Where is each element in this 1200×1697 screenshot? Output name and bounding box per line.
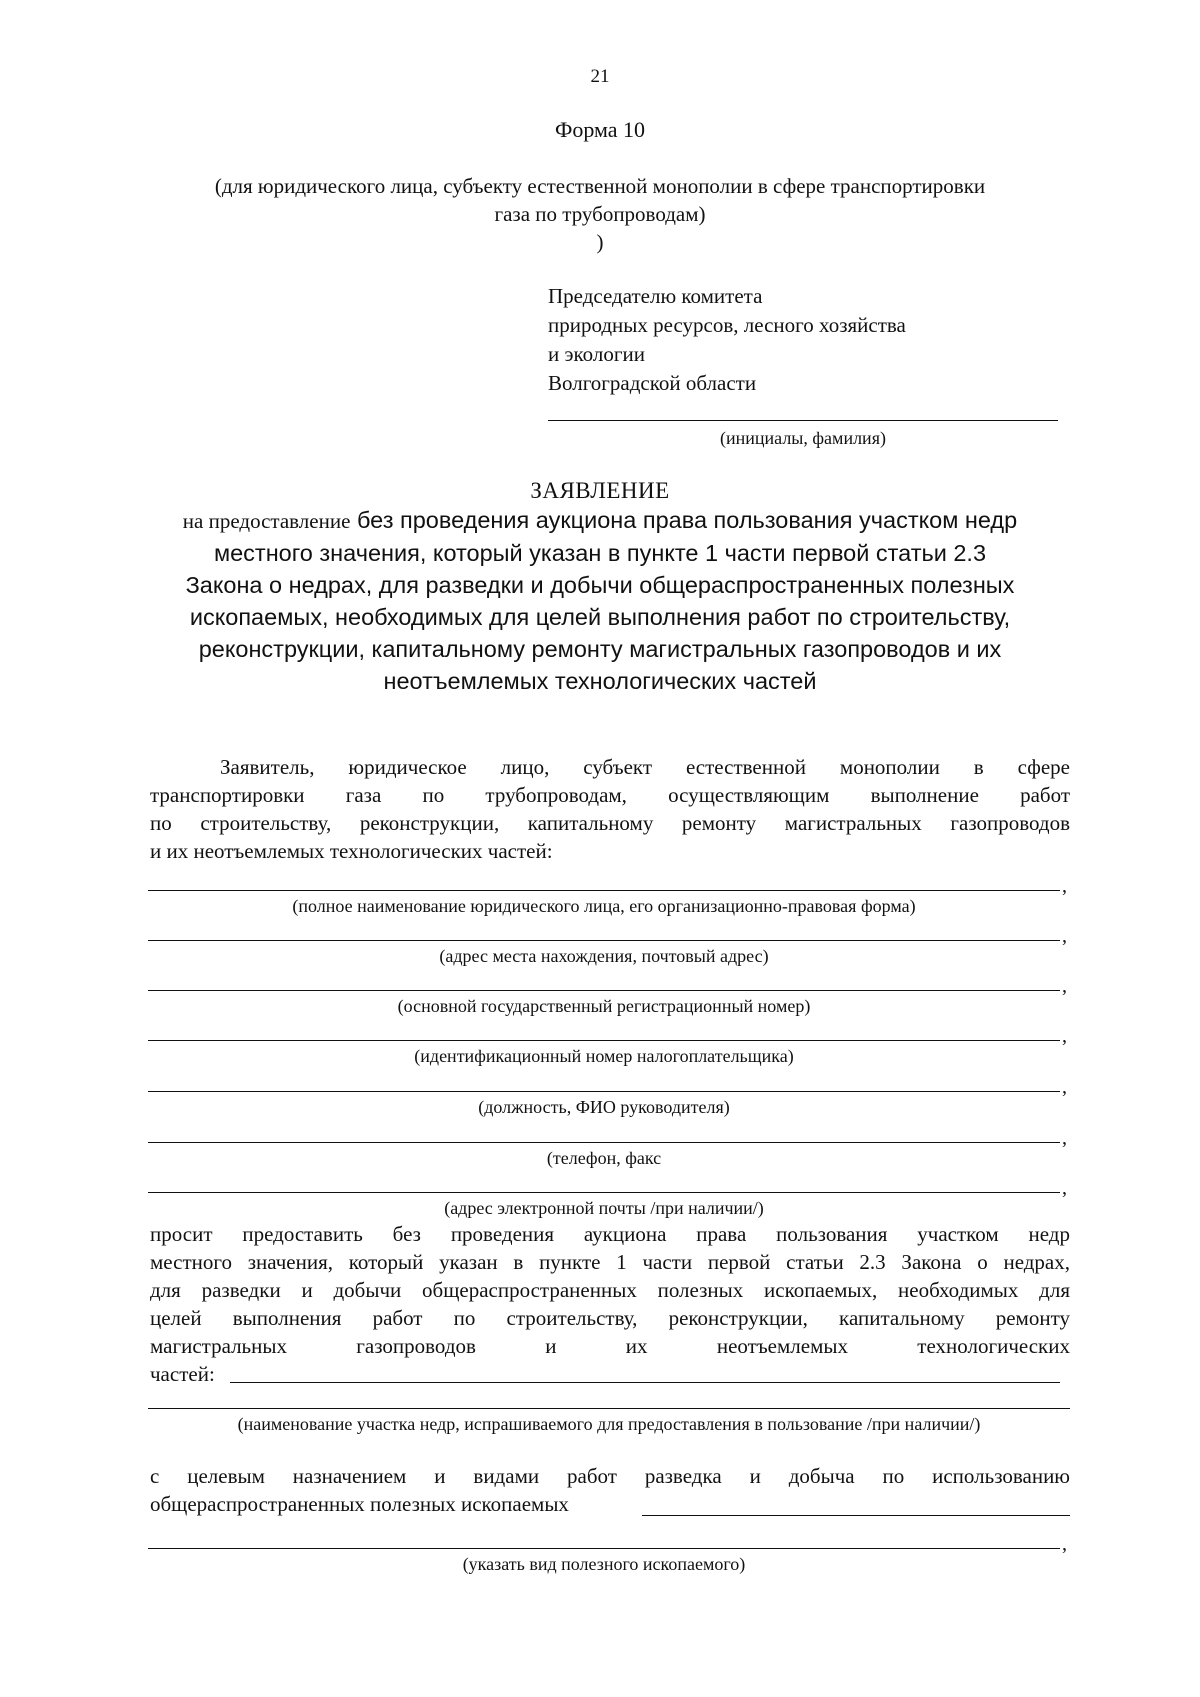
request-line-5: магистральных газопроводов и их неотъемлемых технологических — [150, 1334, 1070, 1358]
ogrn-comma: , — [1062, 975, 1067, 997]
phone-fax-caption: (телефон, факс — [546, 1148, 662, 1168]
mineral-type-field-1[interactable] — [642, 1515, 1070, 1516]
applicant-intro-line-3: по строительству, реконструкции, капитальному ремонту магистральных газопроводов — [150, 811, 1070, 835]
statement-subject-lead: на предоставление — [182, 509, 351, 533]
subsoil-plot-field-2[interactable] — [148, 1408, 1070, 1409]
request-last-word: частей: — [150, 1362, 215, 1386]
statement-subject-line-5: реконструкции, капитальному ремонту магистральных газопроводов и их — [198, 636, 1002, 662]
applicant-intro-line-1: Заявитель, юридическое лицо, субъект естественной монополии в сфере — [220, 755, 1070, 779]
applicant-intro — [150, 753, 1070, 865]
addressee-name-field[interactable] — [548, 420, 1058, 421]
request-paragraph — [150, 1220, 1070, 1360]
request-line-4: целей выполнения работ по строительству, реконструкции, капитальному ремонту — [150, 1306, 1070, 1330]
address-comma: , — [1062, 925, 1067, 947]
mineral-type-field-2[interactable] — [148, 1548, 1060, 1549]
statement-subject — [80, 504, 1120, 697]
page-number: 21 — [590, 66, 610, 87]
applicant-intro-line-4: и их неотъемлемых технологических частей: — [150, 839, 553, 863]
addressee-line-1: Председателю комитета — [548, 284, 763, 308]
statement-subject-line-6: неотъемлемых технологических частей — [383, 668, 817, 694]
ogrn-field[interactable] — [148, 990, 1060, 991]
statement-subject-line-2: местного значения, который указан в пункте 1 части первой статьи 2.3 — [213, 540, 987, 566]
address-field[interactable] — [148, 940, 1060, 941]
purpose-line-1: с целевым назначением и видами работ разведка и добыча по использованию — [150, 1464, 1070, 1488]
address-caption: (адрес места нахождения, почтовый адрес) — [439, 946, 769, 966]
addressee-line-2: природных ресурсов, лесного хозяйства — [548, 313, 906, 337]
request-line-1: просит предоставить без проведения аукциона права пользования участком недр — [150, 1222, 1070, 1246]
form-subtitle-line-2: газа по трубопроводам) — [494, 202, 706, 226]
form-subtitle-line-3: ) — [596, 230, 604, 254]
form-subtitle-line-1: (для юридического лица, субъекту естественной монополии в сфере транспортировки — [214, 174, 986, 198]
subsoil-plot-caption: (наименование участка недр, испрашиваемого для предоставления в пользование /при наличии/) — [237, 1414, 981, 1434]
form-label: Форма 10 — [554, 117, 646, 142]
phone-fax-field[interactable] — [148, 1142, 1060, 1143]
form-subtitle — [60, 172, 1140, 256]
statement-subject-text-1: без проведения аукциона права пользования участком недр — [356, 507, 1018, 533]
phone-fax-comma: , — [1062, 1127, 1067, 1149]
addressee-name-caption: (инициалы, фамилия) — [720, 428, 886, 448]
addressee-line-3: и экологии — [548, 342, 645, 366]
email-field[interactable] — [148, 1192, 1060, 1193]
inn-caption: (идентификационный номер налогоплательщика) — [414, 1046, 794, 1066]
request-line-2: местного значения, который указан в пункте 1 части первой статьи 2.3 Закона о недрах, — [150, 1250, 1070, 1274]
statement-title: ЗАЯВЛЕНИЕ — [530, 478, 670, 503]
legal-name-field[interactable] — [148, 890, 1060, 891]
mineral-type-comma: , — [1062, 1533, 1067, 1555]
legal-name-caption: (полное наименование юридического лица, его организационно-правовая форма) — [292, 896, 916, 916]
director-comma: , — [1062, 1076, 1067, 1098]
subsoil-plot-field-1[interactable] — [230, 1382, 1060, 1383]
inn-comma: , — [1062, 1025, 1067, 1047]
statement-subject-line-3: Закона о недрах, для разведки и добычи общераспространенных полезных — [185, 572, 1015, 598]
email-caption: (адрес электронной почты /при наличии/) — [444, 1198, 764, 1218]
statement-subject-line-4: ископаемых, необходимых для целей выполнения работ по строительству, — [189, 604, 1011, 630]
mineral-type-caption: (указать вид полезного ископаемого) — [462, 1554, 746, 1574]
statement-subject-line-1 — [80, 504, 1120, 537]
applicant-intro-line-2: транспортировки газа по трубопроводам, осуществляющим выполнение работ — [150, 783, 1070, 807]
director-field[interactable] — [148, 1091, 1060, 1092]
inn-field[interactable] — [148, 1040, 1060, 1041]
addressee-block — [548, 282, 906, 398]
request-line-3: для разведки и добычи общераспространенных полезных ископаемых, необходимых для — [150, 1278, 1070, 1302]
purpose-line-2: общераспространенных полезных ископаемых — [150, 1492, 569, 1516]
director-caption: (должность, ФИО руководителя) — [478, 1097, 730, 1117]
email-comma: , — [1062, 1177, 1067, 1199]
ogrn-caption: (основной государственный регистрационный номер) — [397, 996, 811, 1016]
addressee-line-4: Волгоградской области — [548, 371, 757, 395]
legal-name-comma: , — [1062, 875, 1067, 897]
